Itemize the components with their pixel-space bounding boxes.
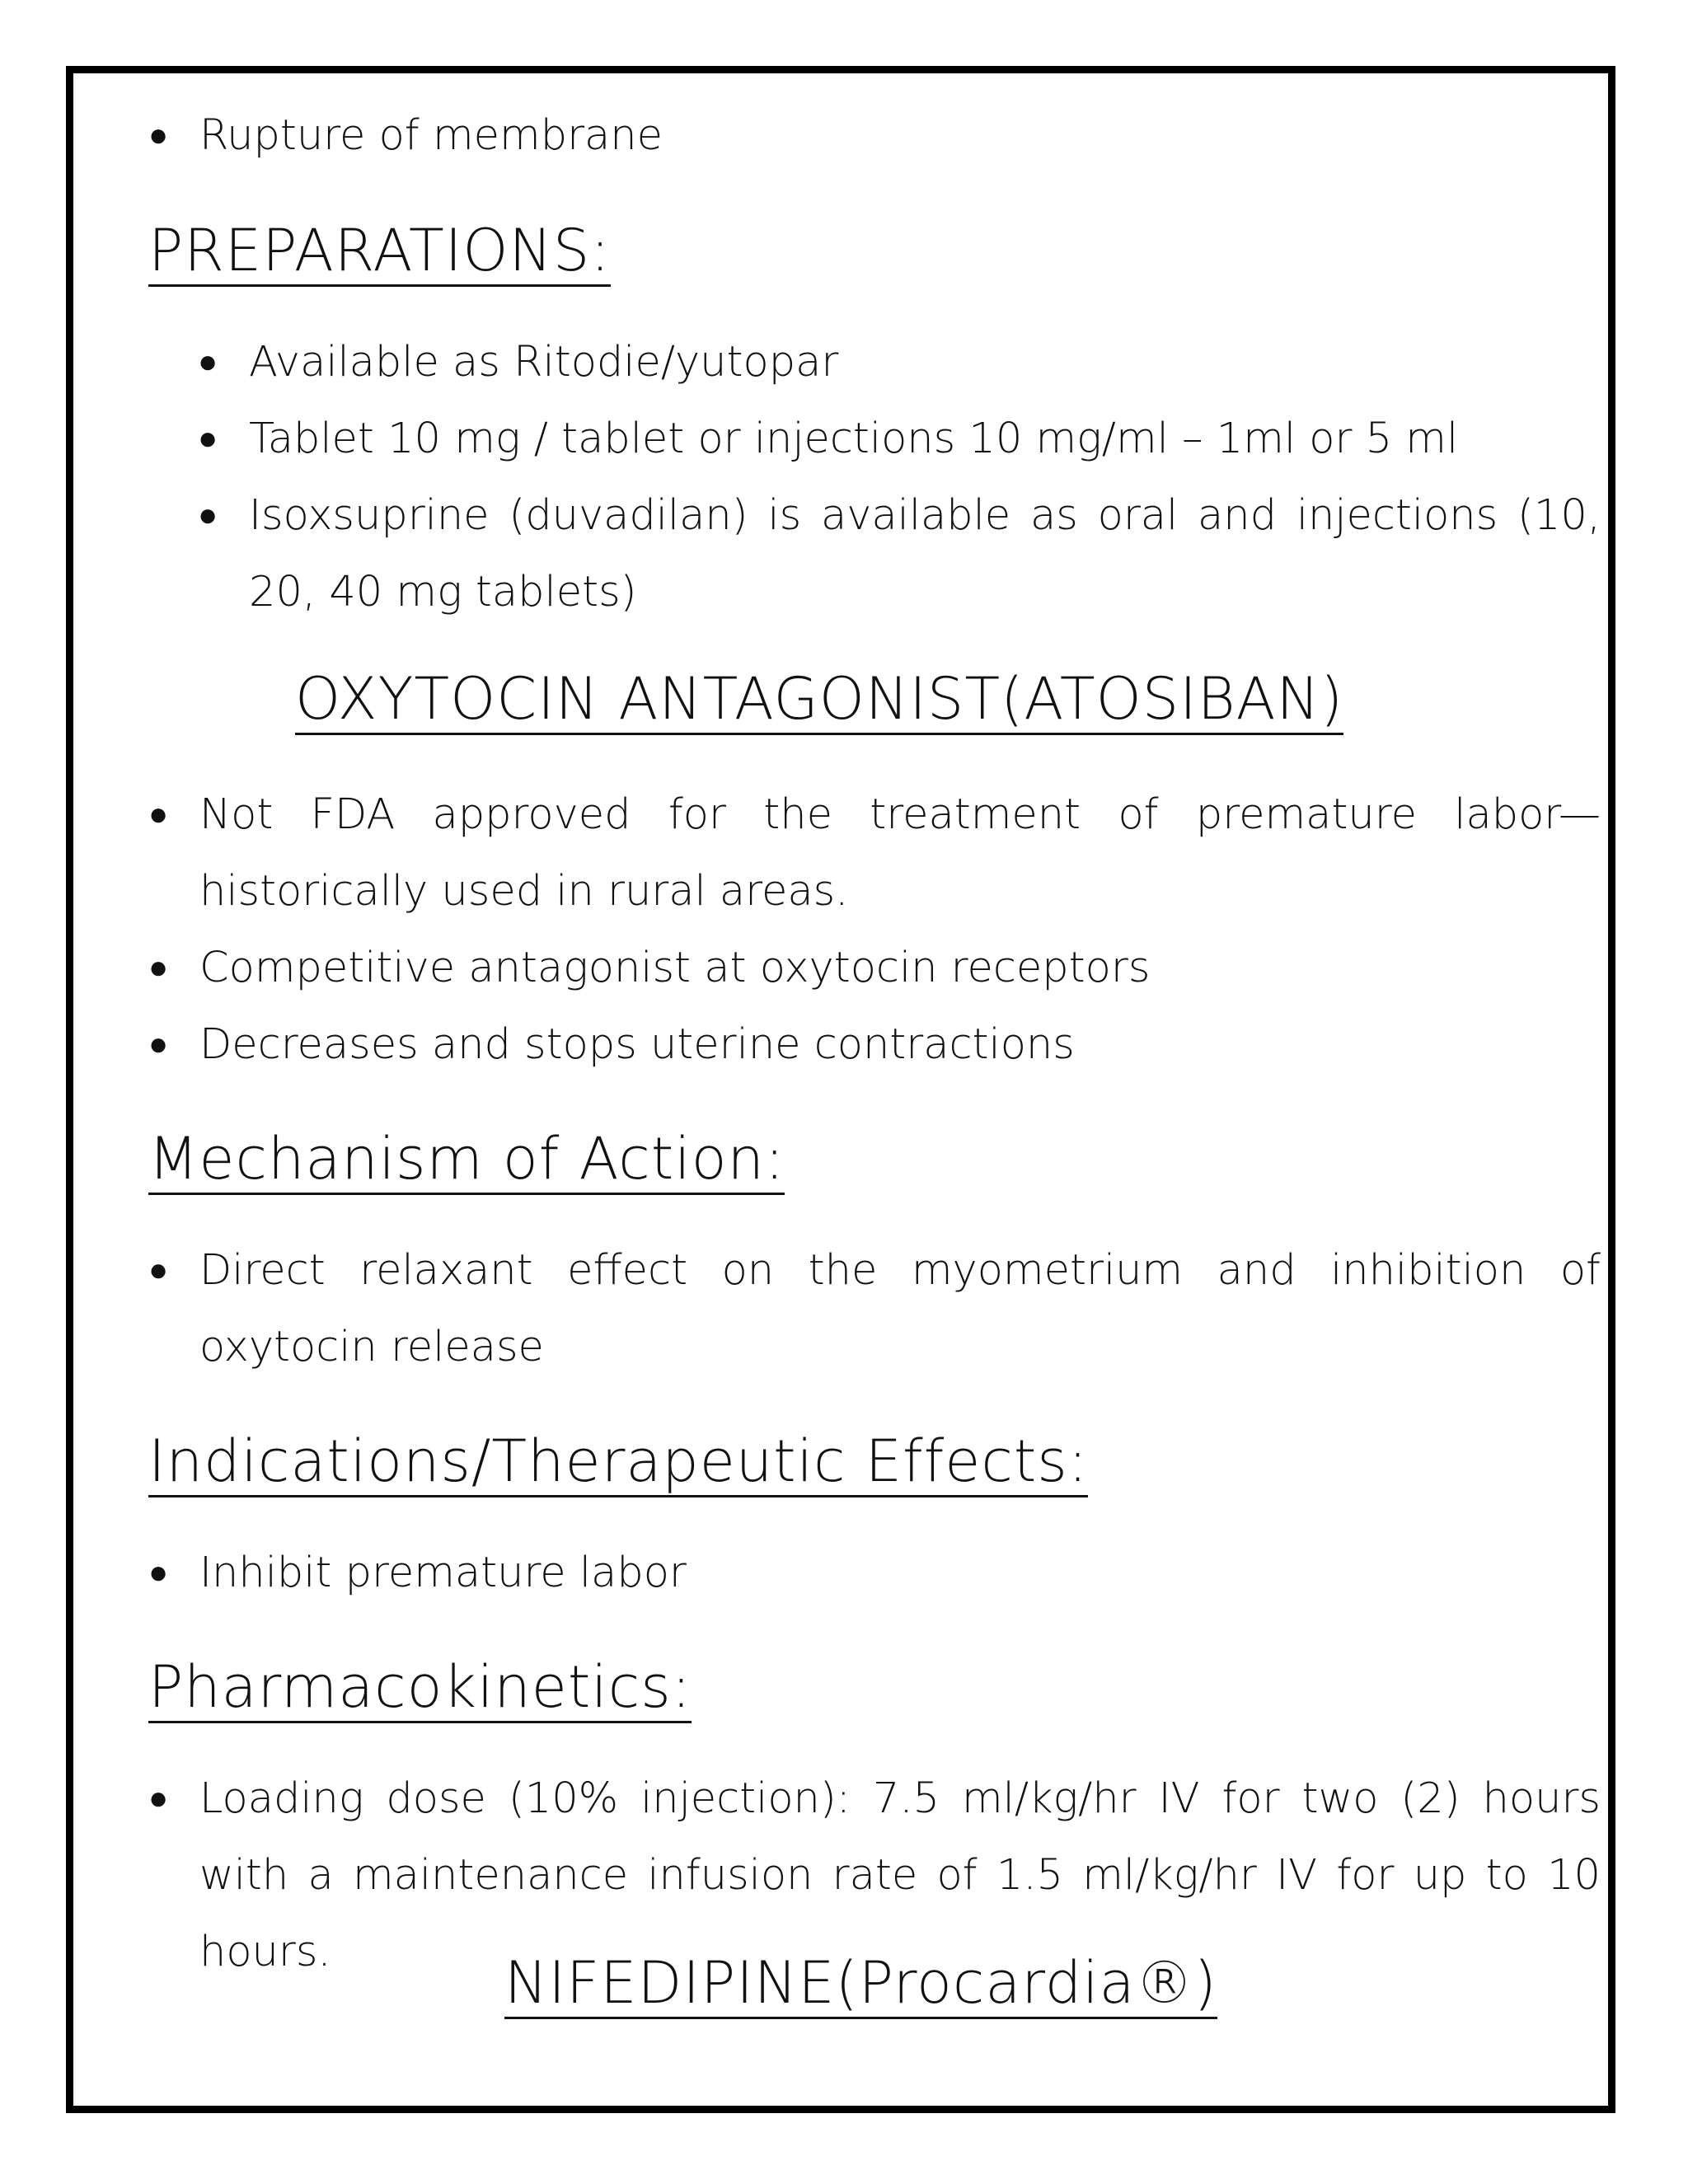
bullet-icon: ● [198, 343, 218, 381]
preparations-list [198, 324, 1601, 630]
preparations-heading: PREPARATIONS: [148, 218, 611, 287]
list-item: ● Not FDA approved for the treatment of premature labor— historically used in rural areas. [199, 776, 1601, 930]
bullet-icon: ● [198, 419, 218, 457]
mechanism-heading: Mechanism of Action: [148, 1126, 785, 1195]
bullet-icon: ● [148, 116, 169, 154]
list-item: ● Rupture of membrane [199, 97, 1601, 174]
oxytocin-list [148, 776, 1601, 1083]
top-bullet-list [148, 97, 1601, 174]
oxytocin-antagonist-heading: OXYTOCIN ANTAGONIST(ATOSIBAN) [295, 666, 1343, 735]
list-item: ● Decreases and stops uterine contractions [199, 1006, 1601, 1083]
bullet-icon: ● [148, 1554, 169, 1591]
bullet-icon: ● [148, 1025, 169, 1063]
pharmacokinetics-heading: Pharmacokinetics: [148, 1654, 692, 1723]
bullet-icon: ● [148, 795, 169, 833]
mechanism-list [148, 1232, 1601, 1385]
list-item: ● Isoxsuprine (duvadilan) is available as oral and injections (10, 20, 40 mg tablets) [249, 477, 1601, 630]
list-item: ● Loading dose (10% injection): 7.5 ml/kg/hr IV for two (2) hours with a maintenance infusion rate of 1.5 ml/kg/hr IV for up to 10 hours. [199, 1760, 1601, 1990]
bullet-icon: ● [148, 1779, 169, 1817]
list-item: ● Inhibit premature labor [199, 1535, 1601, 1611]
list-item: ● Available as Ritodie/yutopar [249, 324, 1601, 401]
indications-list [148, 1535, 1601, 1611]
bullet-icon: ● [198, 496, 218, 534]
list-item: ● Direct relaxant effect on the myometrium and inhibition of oxytocin release [199, 1232, 1601, 1385]
list-item: ● Tablet 10 mg / tablet or injections 10 mg/ml – 1ml or 5 ml [249, 401, 1601, 477]
bullet-icon: ● [148, 949, 169, 987]
list-item: ● Competitive antagonist at oxytocin receptors [199, 930, 1601, 1006]
nifedipine-heading: NIFEDIPINE(Procardia®) [504, 1950, 1217, 2019]
indications-heading: Indications/Therapeutic Effects: [148, 1428, 1088, 1497]
bullet-icon: ● [148, 1251, 169, 1289]
